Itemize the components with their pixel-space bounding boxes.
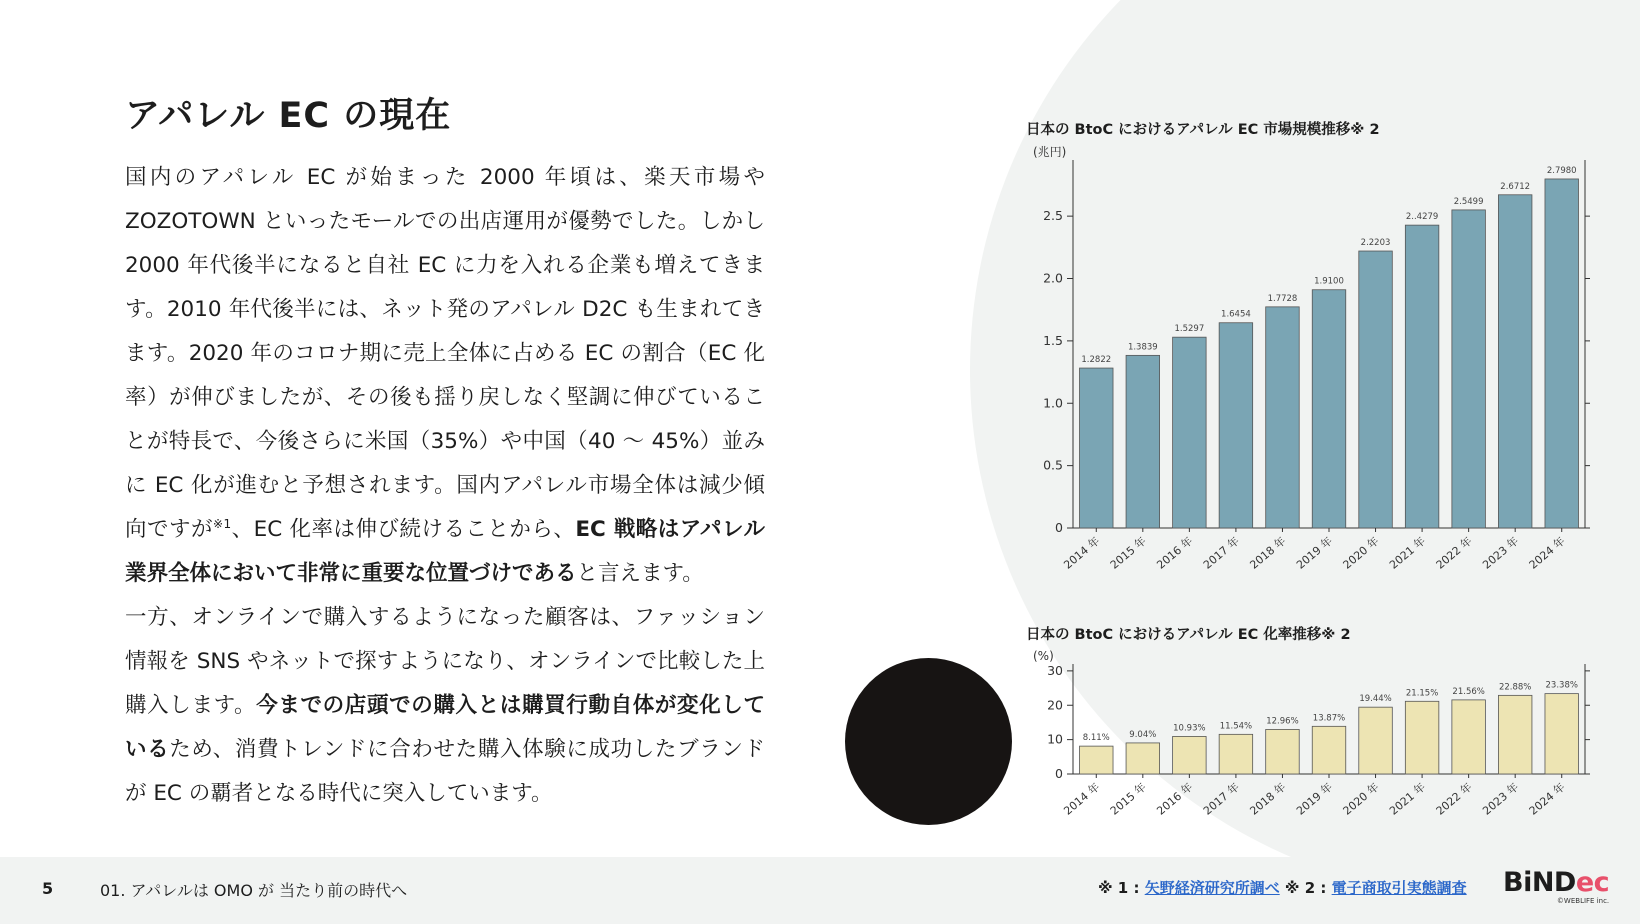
x-tick-label: 2016 年 [1154,534,1196,572]
bar [1545,694,1579,774]
data-label: 21.56% [1452,686,1485,697]
data-label: 1.3839 [1127,342,1158,353]
y-tick-label: 0 [1055,520,1063,535]
x-tick-label: 2023 年 [1480,534,1522,572]
data-label: 2.5499 [1453,196,1484,207]
note1-prefix: ※ 1 : [1098,879,1145,897]
bar [1405,701,1439,774]
x-tick-label: 2014 年 [1061,534,1103,572]
bar [1080,368,1114,528]
breadcrumb: 01. アパレルは OMO が 当たり前の時代へ [100,881,408,900]
bar [1266,307,1300,528]
bar [1359,707,1393,774]
data-label: 19.44% [1359,694,1392,705]
paragraph-2-text: 一方、オンラインで購入するようになった顧客は、ファッション情報を SNS やネットで探すようになり、オンラインで比較した上購入します。 [125,605,765,718]
bar [1405,225,1439,528]
y-tick-label: 20 [1047,697,1063,713]
bar [1312,726,1346,774]
footnote-ref-1: ※1 [212,516,232,531]
data-label: 11.54% [1219,721,1253,732]
x-tick-label: 2018 年 [1247,780,1289,818]
data-label: 12.96% [1266,716,1299,727]
bar [1266,729,1300,774]
bar [1498,695,1532,774]
market-size-chart [1033,145,1600,575]
x-tick-label: 2020 年 [1340,534,1382,572]
x-tick-label: 2020 年 [1340,780,1382,818]
logo-copyright: ©WEBLIFE inc. [1556,897,1610,905]
paragraph-1 [125,156,765,596]
data-label: 2.2203 [1360,238,1391,249]
y-tick-label: 1.5 [1043,332,1063,348]
data-label: 2..4279 [1405,212,1439,223]
y-axis-label: (兆円) [1033,145,1067,159]
data-label: 9.04% [1129,729,1157,740]
bar [1452,700,1486,774]
y-tick-label: 10 [1047,731,1063,747]
data-label: 1.7728 [1267,293,1298,304]
bar [1219,323,1253,528]
data-label: 2.7980 [1546,165,1577,176]
x-tick-label: 2024 年 [1526,534,1568,572]
x-tick-label: 2022 年 [1433,780,1475,818]
paragraph-2-emphasis: 今までの店頭での購入とは購買行動自体が変化している [125,693,765,762]
logo-text-bind: BiND [1503,867,1576,898]
bar [1173,337,1207,528]
x-tick-label: 2024 年 [1526,780,1568,818]
source-notes [1098,877,1467,898]
data-label: 2.6712 [1500,181,1531,192]
x-tick-label: 2023 年 [1480,780,1522,818]
paragraph-2 [125,596,765,816]
x-tick-label: 2015 年 [1107,534,1149,572]
y-tick-label: 2.0 [1043,270,1063,286]
x-tick-label: 2017 年 [1200,534,1242,572]
bar [1219,734,1253,774]
bar [1126,743,1160,774]
decorative-black-circle [845,658,1012,825]
y-tick-label: 30 [1047,662,1063,678]
data-label: 22.88% [1498,682,1532,693]
data-label: 10.93% [1173,723,1206,734]
y-tick-label: 1.0 [1043,395,1063,411]
paragraph-1-emphasis: EC 戦略はアパレル業界全体において非常に重要な位置づけである [125,517,765,586]
bar [1312,290,1346,528]
bar [1452,210,1486,528]
data-label: 23.38% [1545,680,1578,691]
x-tick-label: 2019 年 [1294,780,1335,818]
logo-text-ec: ec [1575,867,1610,898]
bar [1080,746,1114,774]
y-axis-label: (%) [1033,649,1054,663]
footer [0,857,1640,924]
data-label: 21.15% [1405,688,1439,699]
market-size-chart-title: 日本の BtoC におけるアパレル EC 市場規模推移※ 2 [1026,122,1380,138]
data-label: 13.87% [1312,713,1346,724]
x-tick-label: 2014 年 [1061,780,1103,818]
bar [1545,179,1579,528]
y-tick-label: 0.5 [1043,457,1063,473]
data-label: 8.11% [1082,733,1110,744]
y-tick-label: 2.5 [1043,208,1063,224]
data-label: 1.9100 [1314,276,1344,287]
x-tick-label: 2015 年 [1107,780,1149,818]
x-tick-label: 2018 年 [1247,534,1289,572]
bar [1359,251,1393,528]
x-tick-label: 2019 年 [1294,534,1335,572]
source-link-ec-survey[interactable]: 電子商取引実態調査 [1331,879,1467,897]
x-tick-label: 2017 年 [1200,780,1242,818]
ec-rate-chart [1033,649,1600,830]
source-link-yano[interactable]: 矢野経済研究所調べ [1144,879,1280,897]
paragraph-2-text2: ため、消費トレンドに合わせた購入体験に成功したブランドが EC の覇者となる時代に突入しています。 [125,737,765,806]
bar [1126,355,1160,528]
paragraph-1-text: 国内のアパレル EC が始まった 2000 年頃は、楽天市場や ZOZOTOWN といったモールでの出店運用が優勢でした。しかし 2000 年代後半になると自社 EC に力を入れる企業も増えてきます。2010 年代後半には、ネット発のアパレル D2C も生まれてきます。2020 年のコロナ期に売上全体に占める EC の割合（EC 化率）が伸びましたが、その後も揺り戻しなく堅調に伸びていることが特長で、今後さらに米国（35%）や中国（40 〜 45%）並みに EC 化が進むと予想されます。国内アパレル市場全体は減少傾向ですが [125,165,765,542]
x-tick-label: 2016 年 [1154,780,1196,818]
ec-rate-chart-title: 日本の BtoC におけるアパレル EC 化率推移※ 2 [1026,627,1351,643]
page-number: 5 [42,879,54,898]
bindec-logo [1503,869,1609,905]
bar [1173,736,1207,774]
x-tick-label: 2021 年 [1387,534,1429,572]
x-tick-label: 2021 年 [1387,780,1429,818]
note2-prefix: ※ 2 : [1279,879,1332,897]
paragraph-1-text2: 、EC 化率は伸び続けることから、 [231,517,576,542]
data-label: 1.6454 [1221,309,1251,320]
data-label: 1.2822 [1081,355,1112,366]
body-text [125,156,765,816]
x-tick-label: 2022 年 [1433,534,1475,572]
bar [1498,195,1532,528]
y-tick-label: 0 [1055,766,1063,781]
data-label: 1.5297 [1174,324,1205,335]
paragraph-1-text3: と言えます。 [576,561,704,586]
page-title: アパレル EC の現在 [125,96,452,136]
